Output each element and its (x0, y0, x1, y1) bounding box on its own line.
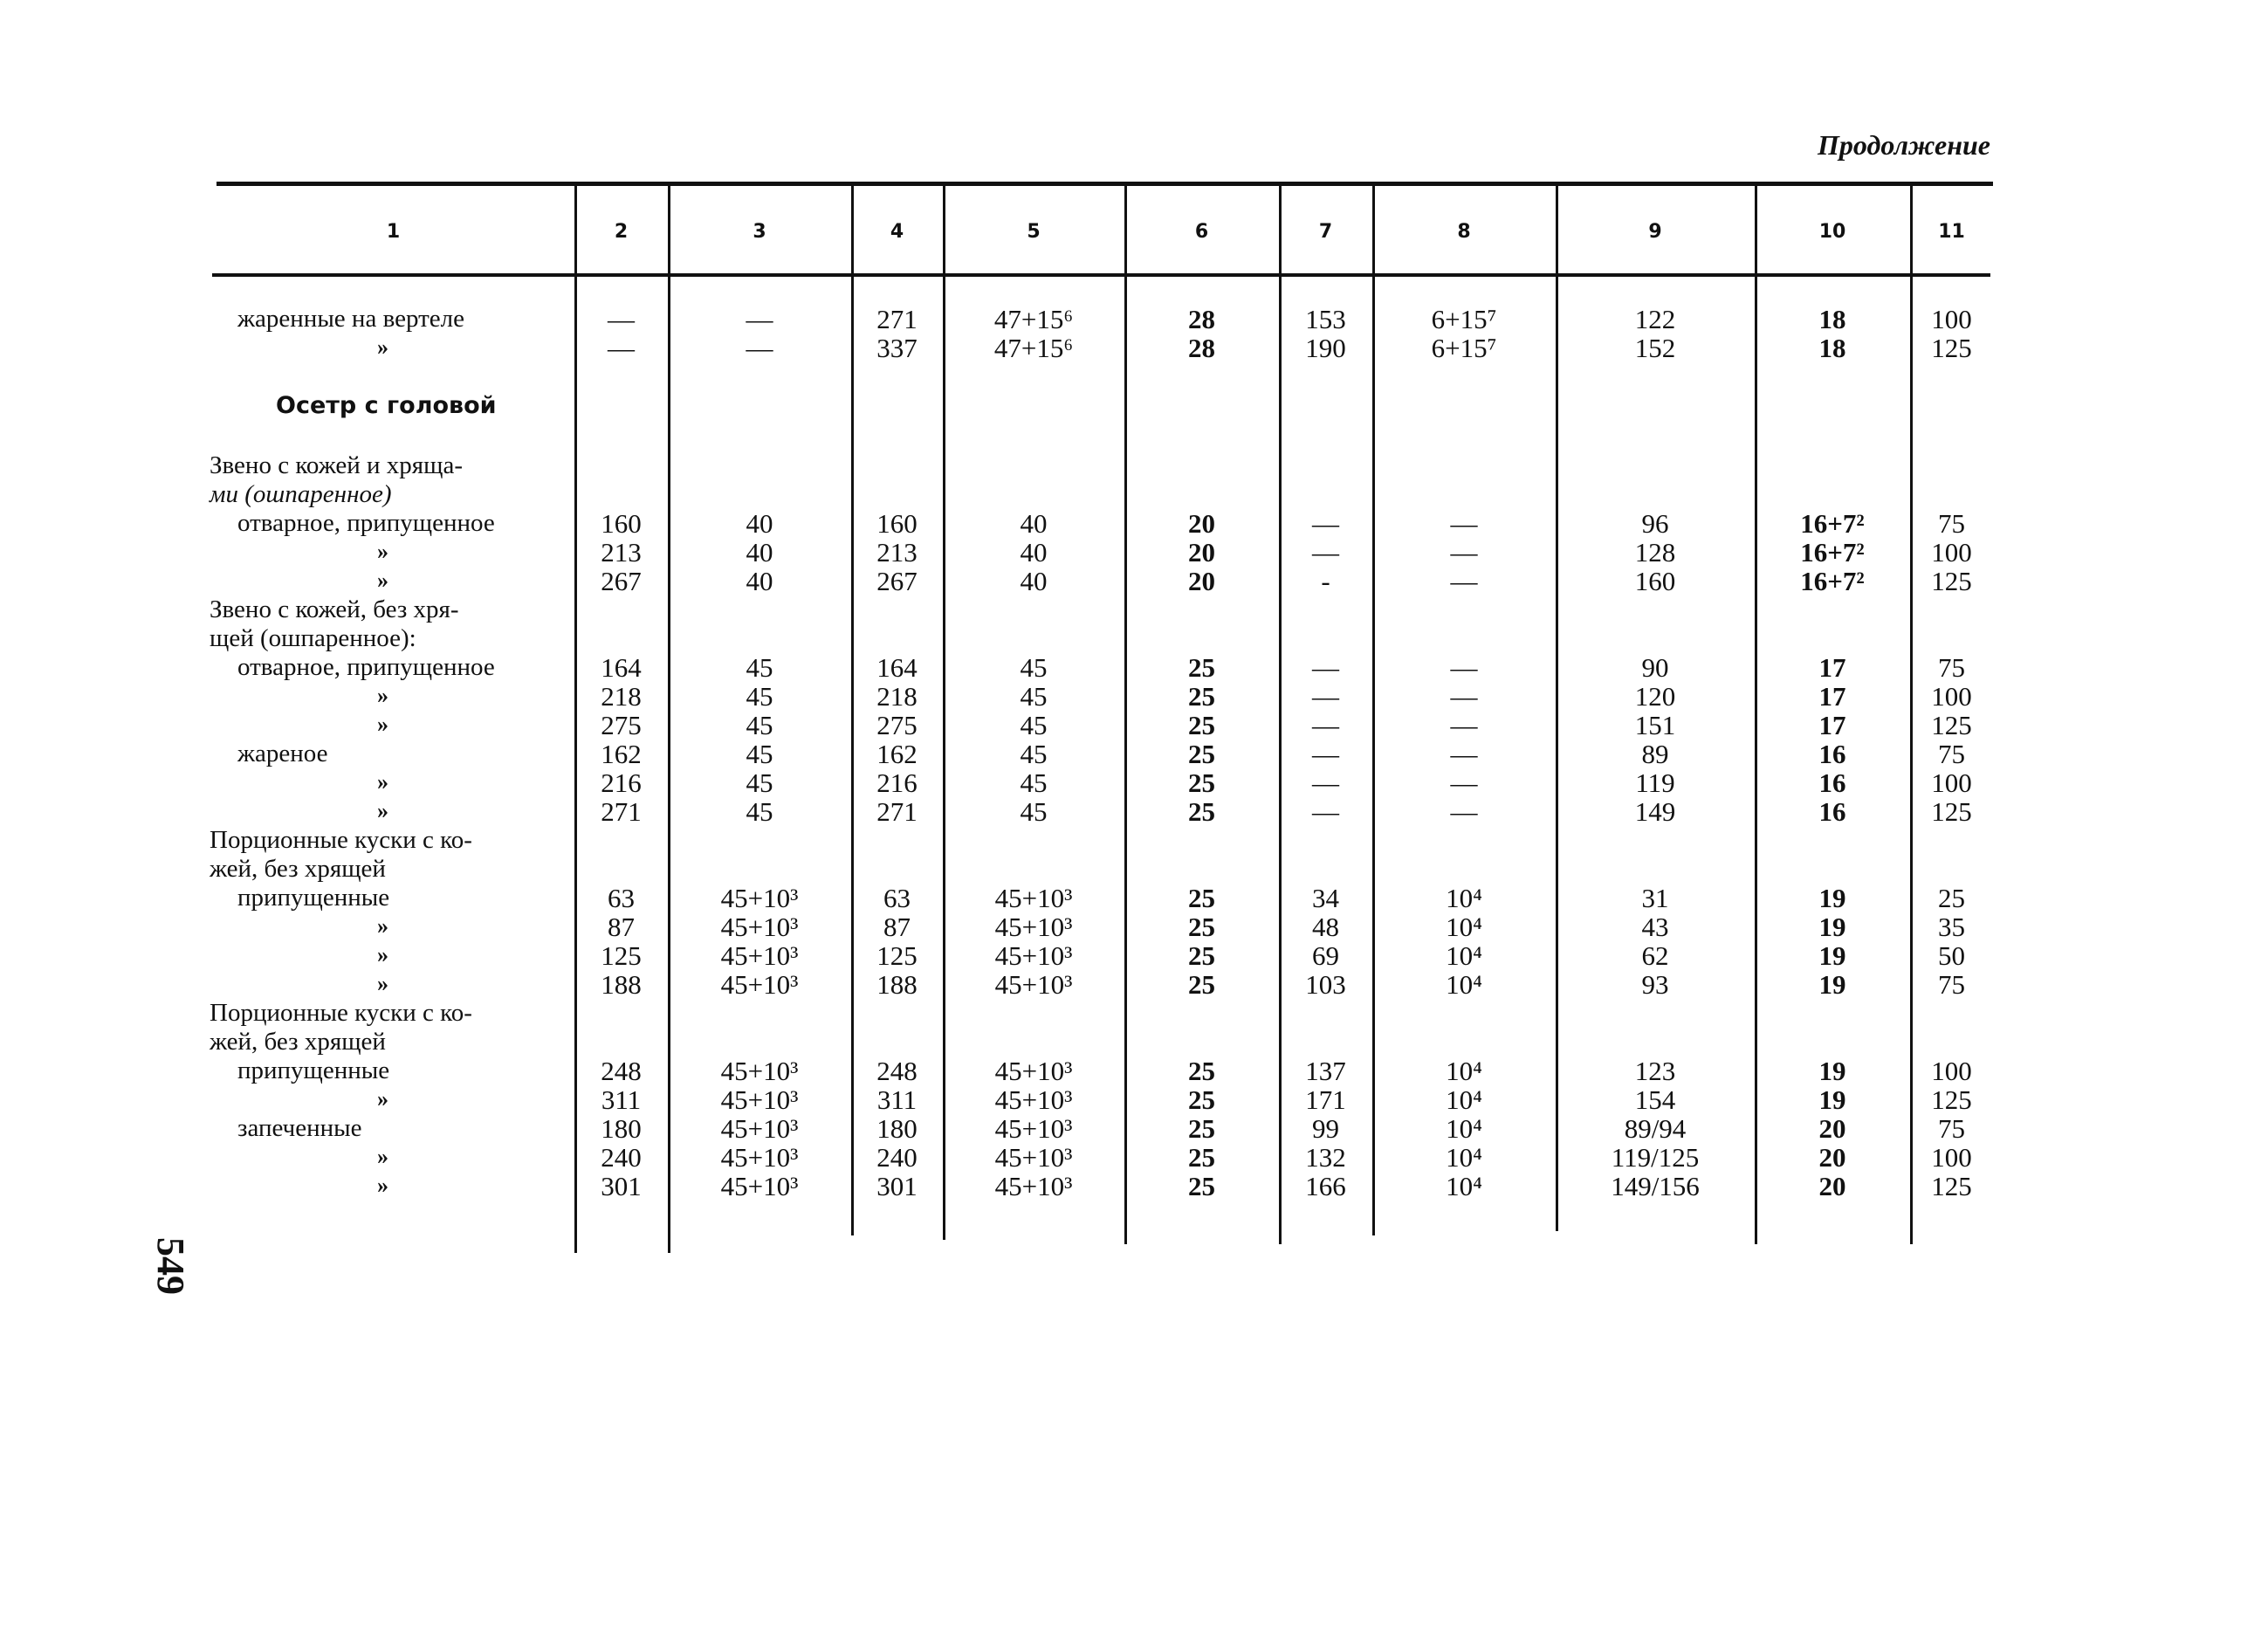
table-cell: — (1312, 710, 1339, 740)
table-cell: 45 (746, 681, 773, 712)
table-cell: 40 (1020, 537, 1048, 568)
table-cell: 45+10³ (720, 883, 799, 913)
table-cell: 45+10³ (720, 1142, 799, 1173)
table-cell: 188 (601, 969, 642, 1000)
table-cell: 45 (746, 652, 773, 683)
table-cell: 162 (601, 739, 642, 769)
table-cell: 125 (1931, 333, 1972, 363)
table-cell: 10⁴ (1446, 1142, 1482, 1173)
column-header: 5 (1027, 221, 1041, 243)
row-label: жей, без хрящей (210, 1028, 386, 1056)
table-cell: 45 (746, 710, 773, 740)
table-cell: 213 (876, 537, 918, 568)
table-cell: 45+10³ (720, 1084, 799, 1115)
table-cell: 218 (876, 681, 918, 712)
column-header: 10 (1818, 221, 1846, 243)
table-cell: 188 (876, 969, 918, 1000)
table-cell: 171 (1305, 1084, 1346, 1115)
table-cell: 45+10³ (994, 1142, 1073, 1173)
table-cell: — (1312, 767, 1339, 798)
table-cell: 50 (1938, 940, 1965, 971)
table-cell: 62 (1641, 940, 1669, 971)
table-cell: 122 (1634, 304, 1676, 334)
table-cell: — (1450, 710, 1478, 740)
header-bottom-rule (212, 273, 1990, 277)
row-label: ми (ошпаренное) (210, 480, 392, 508)
row-label: жей, без хрящей (210, 855, 386, 883)
table-cell: 240 (876, 1142, 918, 1173)
table-cell: — (608, 333, 635, 363)
table-cell: 16 (1818, 796, 1846, 827)
table-cell: 160 (601, 508, 642, 539)
table-cell: 216 (876, 767, 918, 798)
table-cell: 154 (1634, 1084, 1676, 1115)
table-cell: 10⁴ (1446, 940, 1482, 971)
table-cell: 45 (1020, 652, 1048, 683)
table-cell: — (1450, 566, 1478, 596)
table-cell: 10⁴ (1446, 969, 1482, 1000)
table-cell: 125 (1931, 710, 1972, 740)
table-cell: 149/156 (1611, 1171, 1700, 1201)
table-cell: 137 (1305, 1056, 1346, 1086)
table-cell: 45+10³ (720, 969, 799, 1000)
table-cell: 28 (1188, 333, 1215, 363)
table-cell: 45+10³ (994, 1056, 1073, 1086)
table-cell: 48 (1312, 912, 1339, 942)
table-cell: 103 (1305, 969, 1346, 1000)
table-cell: 34 (1312, 883, 1339, 913)
table-cell: 47+15⁶ (993, 333, 1074, 363)
table-cell: 25 (1188, 652, 1215, 683)
table-cell: 45+10³ (994, 912, 1073, 942)
table-cell: 267 (601, 566, 642, 596)
table-cell: 45+10³ (994, 883, 1073, 913)
table-cell: 45+10³ (720, 940, 799, 971)
table-cell: 16 (1818, 767, 1846, 798)
table-cell: 180 (601, 1113, 642, 1144)
table-cell: 40 (1020, 508, 1048, 539)
table-cell: 19 (1818, 1056, 1846, 1086)
table-cell: 162 (876, 739, 918, 769)
table-cell: — (1450, 767, 1478, 798)
row-label: » (377, 334, 388, 360)
table-cell: 45+10³ (720, 1113, 799, 1144)
table-cell: 47+15⁶ (993, 304, 1074, 334)
table-cell: 87 (608, 912, 635, 942)
table-cell: 25 (1188, 1084, 1215, 1115)
table-cell: 17 (1818, 652, 1846, 683)
table-cell: 40 (746, 537, 773, 568)
table-cell: 20 (1818, 1142, 1846, 1173)
table-cell: 149 (1634, 796, 1676, 827)
table-cell: 75 (1938, 1113, 1965, 1144)
column-header: 8 (1457, 221, 1471, 243)
table-cell: 153 (1305, 304, 1346, 334)
row-label: Звено с кожей, без хря- (210, 595, 459, 623)
table-cell: - (1321, 566, 1330, 596)
row-label: Звено с кожей и хряща- (210, 451, 463, 479)
table-cell: 45 (746, 767, 773, 798)
row-label: » (377, 798, 388, 823)
table-cell: 213 (601, 537, 642, 568)
table-cell: 119/125 (1611, 1142, 1700, 1173)
table-cell: 20 (1188, 537, 1215, 568)
table-cell: — (1312, 652, 1339, 683)
table-cell: 18 (1818, 304, 1846, 334)
table-cell: 45+10³ (994, 1171, 1073, 1201)
table-cell: 10⁴ (1446, 1171, 1482, 1201)
table-cell: 19 (1818, 912, 1846, 942)
table-cell: 160 (876, 508, 918, 539)
column-header: 2 (614, 221, 629, 243)
table-cell: — (746, 304, 773, 334)
table-cell: 25 (1188, 969, 1215, 1000)
table-cell: 89 (1641, 739, 1669, 769)
table-cell: 10⁴ (1446, 883, 1482, 913)
table-cell: 25 (1188, 739, 1215, 769)
table-cell: 119 (1635, 767, 1675, 798)
table-cell: 16+7² (1800, 537, 1865, 568)
table-cell: 132 (1305, 1142, 1346, 1173)
table-cell: — (1312, 537, 1339, 568)
section-heading: Осетр с головой (276, 392, 497, 419)
table-cell: 166 (1305, 1171, 1346, 1201)
table-cell: 120 (1634, 681, 1676, 712)
table-cell: 63 (608, 883, 635, 913)
table-cell: — (1312, 681, 1339, 712)
continuation-label: Продолжение (1818, 129, 1990, 161)
table-cell: 125 (1931, 1084, 1972, 1115)
table-cell: 40 (1020, 566, 1048, 596)
table-cell: — (1312, 796, 1339, 827)
column-header: 1 (386, 221, 401, 243)
table-cell: 311 (876, 1084, 918, 1115)
column-header: 7 (1318, 221, 1333, 243)
table-cell: — (1450, 681, 1478, 712)
table-cell: 125 (601, 940, 642, 971)
table-cell: 10⁴ (1446, 912, 1482, 942)
table-cell: 218 (601, 681, 642, 712)
table-cell: 87 (883, 912, 911, 942)
table-cell: 19 (1818, 940, 1846, 971)
row-label: жаренные на вертеле (237, 305, 464, 333)
table-cell: 45+10³ (720, 1171, 799, 1201)
table-cell: 19 (1818, 883, 1846, 913)
table-cell: 20 (1188, 508, 1215, 539)
table-cell: 19 (1818, 1084, 1846, 1115)
table-cell: 69 (1312, 940, 1339, 971)
table-cell: 16+7² (1800, 566, 1865, 596)
table-cell: 100 (1931, 767, 1972, 798)
table-cell: 75 (1938, 508, 1965, 539)
table-cell: 45+10³ (720, 912, 799, 942)
table-cell: 275 (601, 710, 642, 740)
table-cell: 25 (1188, 1142, 1215, 1173)
table-cell: 100 (1931, 681, 1972, 712)
row-label: Порционные куски с ко- (210, 999, 472, 1027)
table-cell: 20 (1188, 566, 1215, 596)
table-cell: 216 (601, 767, 642, 798)
row-label: » (377, 942, 388, 967)
table-cell: 17 (1818, 681, 1846, 712)
row-label: запеченные (237, 1114, 362, 1142)
table-cell: 125 (1931, 1171, 1972, 1201)
table-cell: 125 (1931, 796, 1972, 827)
row-label: » (377, 971, 388, 996)
row-label: Порционные куски с ко- (210, 826, 472, 854)
table-cell: 75 (1938, 652, 1965, 683)
table-cell: 28 (1188, 304, 1215, 334)
table-cell: 40 (746, 566, 773, 596)
table-cell: 63 (883, 883, 911, 913)
table-cell: 151 (1634, 710, 1676, 740)
row-label: отварное, припущенное (237, 509, 495, 537)
table-cell: 125 (876, 940, 918, 971)
table-cell: 18 (1818, 333, 1846, 363)
table-cell: 10⁴ (1446, 1056, 1482, 1086)
table-cell: 25 (1188, 912, 1215, 942)
table-cell: 20 (1818, 1113, 1846, 1144)
table-cell: 100 (1931, 537, 1972, 568)
table-cell: 25 (1188, 767, 1215, 798)
table-cell: 45+10³ (994, 1084, 1073, 1115)
table-cell: 90 (1641, 652, 1669, 683)
table-cell: 45 (746, 796, 773, 827)
row-label: » (377, 769, 388, 795)
row-label: » (377, 913, 388, 939)
table-cell: 240 (601, 1142, 642, 1173)
table-cell: — (1450, 537, 1478, 568)
table-cell: 301 (601, 1171, 642, 1201)
table-cell: 25 (1188, 681, 1215, 712)
table-cell: 275 (876, 710, 918, 740)
table-cell: 10⁴ (1446, 1084, 1482, 1115)
table-cell: 89/94 (1624, 1113, 1687, 1144)
table-cell: 100 (1931, 304, 1972, 334)
table-cell: 45+10³ (994, 1113, 1073, 1144)
row-label: » (377, 683, 388, 708)
row-label: » (377, 568, 388, 593)
table-cell: 93 (1641, 969, 1669, 1000)
row-label: отварное, припущенное (237, 653, 495, 681)
table-cell: 25 (1188, 1113, 1215, 1144)
table-cell: 20 (1818, 1171, 1846, 1201)
table-cell: 45 (746, 739, 773, 769)
table-cell: 164 (876, 652, 918, 683)
row-label: » (377, 539, 388, 564)
table-cell: — (608, 304, 635, 334)
table-cell: 10⁴ (1446, 1113, 1482, 1144)
table-cell: — (1312, 739, 1339, 769)
table-cell: 337 (876, 333, 918, 363)
table-cell: 6+15⁷ (1431, 333, 1497, 363)
table-cell: 6+15⁷ (1431, 304, 1497, 334)
table-cell: 100 (1931, 1056, 1972, 1086)
table-cell: 25 (1188, 1056, 1215, 1086)
column-header: 3 (753, 221, 766, 243)
table-cell: — (1450, 652, 1478, 683)
row-label: жареное (237, 740, 328, 767)
table-cell: 19 (1818, 969, 1846, 1000)
table-cell: 180 (876, 1113, 918, 1144)
table-cell: 45 (1020, 767, 1048, 798)
table-cell: 43 (1641, 912, 1669, 942)
table-cell: 271 (876, 796, 918, 827)
table-cell: 248 (601, 1056, 642, 1086)
table-cell: 301 (876, 1171, 918, 1201)
table-cell: 99 (1312, 1113, 1339, 1144)
table-cell: 45 (1020, 681, 1048, 712)
table-cell: 40 (746, 508, 773, 539)
table-cell: 35 (1938, 912, 1965, 942)
row-label: припущенные (237, 884, 390, 912)
table-cell: 96 (1641, 508, 1669, 539)
table-cell: 45 (1020, 739, 1048, 769)
table-top-rule (216, 182, 1993, 186)
table-cell: 25 (1188, 710, 1215, 740)
table-cell: 25 (1188, 1171, 1215, 1201)
table-cell: 123 (1634, 1056, 1676, 1086)
table-cell: 45 (1020, 796, 1048, 827)
table-cell: 25 (1188, 796, 1215, 827)
table-cell: 25 (1188, 940, 1215, 971)
table-cell: 267 (876, 566, 918, 596)
table-cell: 271 (601, 796, 642, 827)
column-header: 4 (890, 221, 904, 243)
table-cell: 75 (1938, 969, 1965, 1000)
table-cell: 311 (601, 1084, 642, 1115)
column-header: 11 (1938, 221, 1965, 243)
table-cell: 100 (1931, 1142, 1972, 1173)
table-cell: 17 (1818, 710, 1846, 740)
row-label: » (377, 1144, 388, 1169)
table-cell: — (1450, 796, 1478, 827)
row-label: припущенные (237, 1056, 390, 1084)
row-label: » (377, 1086, 388, 1111)
table-cell: 45+10³ (720, 1056, 799, 1086)
table-cell: 16+7² (1800, 508, 1865, 539)
table-cell: 160 (1634, 566, 1676, 596)
table-cell: 45 (1020, 710, 1048, 740)
table-cell: 125 (1931, 566, 1972, 596)
row-label: » (377, 1173, 388, 1198)
table-cell: 45+10³ (994, 940, 1073, 971)
table-cell: 16 (1818, 739, 1846, 769)
table-cell: 31 (1641, 883, 1669, 913)
table-cell: — (1450, 739, 1478, 769)
table-cell: 128 (1634, 537, 1676, 568)
table-cell: 45+10³ (994, 969, 1073, 1000)
row-label: » (377, 712, 388, 737)
table-cell: 271 (876, 304, 918, 334)
table-cell: — (1312, 508, 1339, 539)
table-cell: 248 (876, 1056, 918, 1086)
table-cell: 190 (1305, 333, 1346, 363)
page-number: 549 (149, 1237, 192, 1295)
table-cell: — (746, 333, 773, 363)
table-cell: 75 (1938, 739, 1965, 769)
column-header: 6 (1194, 221, 1209, 243)
table-cell: — (1450, 508, 1478, 539)
table-cell: 25 (1938, 883, 1965, 913)
table-cell: 164 (601, 652, 642, 683)
column-header: 9 (1648, 221, 1662, 243)
table-cell: 25 (1188, 883, 1215, 913)
row-label: щей (ошпаренное): (210, 624, 416, 652)
table-cell: 152 (1634, 333, 1676, 363)
